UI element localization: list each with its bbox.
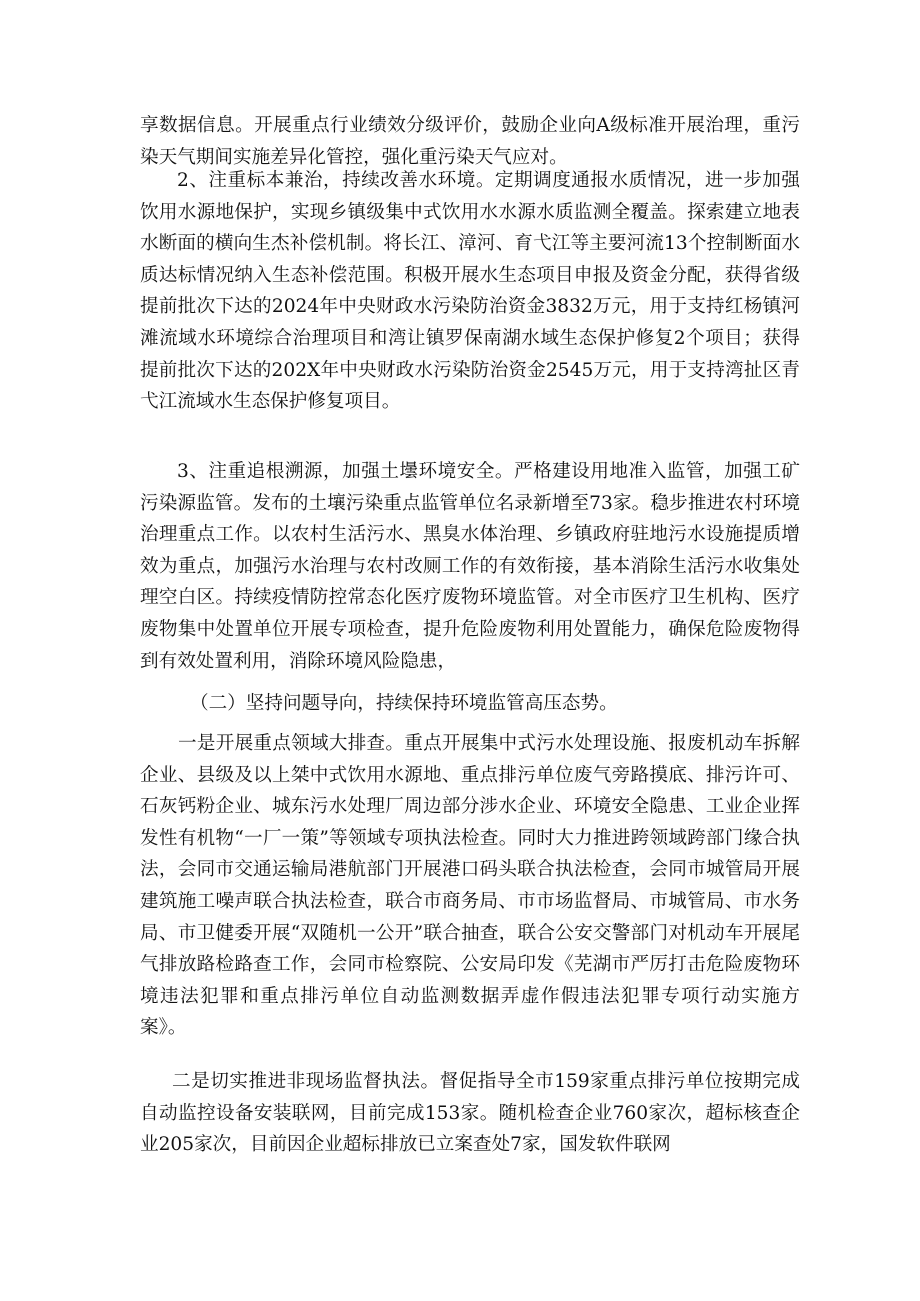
paragraph-soil-environment [140, 456, 800, 677]
paragraph-text: 二是切实推进非现场监督执法。督促指导全市159家重点排污单位按期完成自动监控设备安装联网，目前完成153家。随机检查企业760家次，超标核查企业205家次，目前因企业超标排放已立案查处7家，国发软件联网 [140, 1071, 800, 1156]
paragraph-text: 享数据信息。开展重点行业绩效分级评价，鼓励企业向A级标准开展治理，重污染天气期间实施差异化管控，强化重污染天气应对。 [140, 115, 800, 168]
paragraph-air-continued [140, 110, 800, 173]
section-heading-text: （二）坚持问题导向，持续保持环境监管高压态势。 [190, 693, 618, 714]
paragraph-water-environment [140, 165, 800, 418]
paragraph-key-areas-inspection [140, 728, 800, 1044]
paragraph-text: 3、注重追根溯源，加强土壜环境安全。严格建设用地准入监管，加强工矿污染源监管。发布的土壤污染重点监管单位名录新增至73家。稳步推进农村环境治理重点工作。以农村生活污水、黑臭水体治理、乡镇政府驻地污水设施提质增效为重点，加强污水治理与农村改厕工作的有效衔接，基本消除生活污水收集处理空白区。持续疫情防控常态化医疗废物环境监管。对全市医疗卫生机构、医疗废物集中处置单位开展专项检查，提升危险废物利用处置能力，确保危险废物得到有效处置利用，消除环境风险隐患， [140, 461, 800, 672]
paragraph-text: 一是开展重点领域大排查。重点开展集中式污水处理设施、报废机动车拆解企业、县级及以上桀中式饮用水源地、重点排污单位废气旁路摸底、排污许可、石灰钙粉企业、城东污水处理厂周边部分涉水企业、环境安全隐患、工业企业挥发性有机物“一厂一策”等领域专项执法检查。同时大力推进跨领域跨部门缘合执法，会同市交通运输局港航部门开展港口码头联合执法检查，会同市城管局开展建筑施工噪声联合执法检查，联合市商务局、市市场监督局、市城管局、市水务局、市卫健委开展“双随机一公开”联合抽查，联合公安交警部门对机动车开展尾气排放路检路查工作，会同市检察院、公安局印发《芜湖市严厉打击危险废物环境违法犯罪和重点排污单位自动监测数据弄虚作假违法犯罪专项行动实施方案》。 [140, 733, 800, 1039]
section-heading [140, 688, 800, 720]
paragraph-text: 2、注重标本兼治，持续改善水环境。定期调度通报水质情况，进一步加强饮用水源地保护，实现乡镇级集中式饮用水水源水质监测全覆盖。探索建立地表水断面的横向生杰补偿机制。将长江、漳河、育弋江等主要河流13个控制断面水质达标情况纳入生态补偿范围。积极开展水生态项目申报及资金分配，获得省级提前批次下达的2024年中央财政水污染防治资金3832万元，用于支持红杨镇河滩流域水环境综合治理项目和湾让镇罗保南湖水域生态保护修复2个项目；获得提前批次下达的202X年中央财政水污染防治资金2545万元，用于支持湾扯区青弋江流域水生态保护修复项目。 [140, 170, 800, 413]
paragraph-offsite-supervision [140, 1066, 800, 1161]
